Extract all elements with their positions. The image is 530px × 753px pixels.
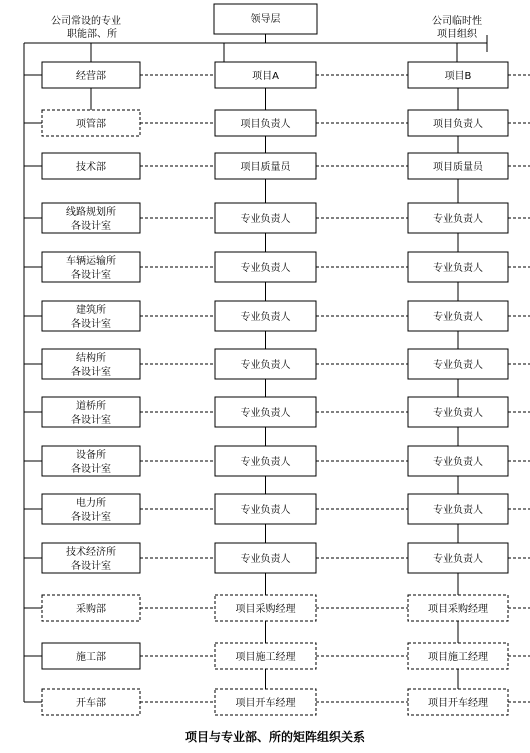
left-dept-label-6: 结构所 — [76, 353, 106, 364]
project-a-label-0: 项目A — [252, 71, 279, 82]
left-dept-sublabel-7: 各设计室 — [71, 415, 111, 426]
project-a-label-5: 专业负责人 — [240, 312, 291, 323]
left-dept-sublabel-3: 各设计室 — [71, 221, 111, 232]
left-dept-label-5: 建筑所 — [76, 305, 106, 316]
left-dept-label-12: 施工部 — [76, 652, 106, 663]
project-a-label-10: 专业负责人 — [240, 554, 291, 565]
project-b-label-12: 项目施工经理 — [428, 652, 488, 663]
left-dept-label-1: 项管部 — [76, 119, 106, 130]
right-header-line2: 项目组织 — [437, 29, 477, 40]
left-dept-label-9: 电力所 — [76, 498, 106, 509]
project-a-label-3: 专业负责人 — [240, 214, 291, 225]
project-b-label-13: 项目开车经理 — [428, 698, 488, 709]
project-b-label-5: 专业负责人 — [433, 312, 483, 323]
left-dept-label-10: 技术经济所 — [66, 547, 116, 558]
project-a-label-7: 专业负责人 — [240, 408, 291, 419]
project-a-label-6: 专业负责人 — [240, 360, 291, 371]
project-b-label-7: 专业负责人 — [433, 408, 483, 419]
project-b-label-1: 项目负责人 — [433, 119, 483, 130]
node-boxes — [42, 62, 508, 715]
project-b-label-4: 专业负责人 — [433, 263, 483, 274]
left-dept-sublabel-8: 各设计室 — [71, 464, 111, 475]
project-a-label-1: 项目负责人 — [240, 119, 291, 130]
project-a-label-2: 项目质量员 — [240, 162, 291, 173]
left-dept-sublabel-6: 各设计室 — [71, 367, 111, 378]
left-dept-label-11: 采购部 — [76, 604, 106, 615]
left-dept-sublabel-5: 各设计室 — [71, 319, 111, 330]
project-b-label-0: 项目B — [444, 71, 472, 82]
left-dept-label-4: 车辆运输所 — [66, 256, 116, 267]
right-header-line1: 公司临时性 — [432, 16, 482, 27]
left-dept-label-7: 道桥所 — [76, 401, 106, 412]
left-dept-label-3: 线路规划所 — [66, 207, 116, 218]
left-dept-label-8: 设备所 — [76, 450, 106, 461]
project-a-label-4: 专业负责人 — [240, 263, 291, 274]
project-a-label-11: 项目采购经理 — [235, 604, 296, 615]
project-b-label-3: 专业负责人 — [433, 214, 483, 225]
left-dept-sublabel-4: 各设计室 — [71, 270, 111, 281]
diagram-caption: 项目与专业部、所的矩阵组织关系 — [184, 730, 366, 744]
left-dept-sublabel-10: 各设计室 — [71, 561, 111, 572]
project-b-label-11: 项目采购经理 — [428, 604, 488, 615]
project-b-label-6: 专业负责人 — [433, 360, 483, 371]
left-dept-label-2: 技术部 — [76, 162, 106, 173]
leadership-box-label: 领导层 — [250, 14, 281, 25]
left-dept-sublabel-9: 各设计室 — [71, 512, 111, 523]
project-b-label-9: 专业负责人 — [433, 505, 483, 516]
project-a-label-13: 项目开车经理 — [235, 698, 296, 709]
left-dept-label-13: 开车部 — [76, 698, 106, 709]
project-b-label-2: 项目质量员 — [433, 162, 483, 173]
project-a-label-12: 项目施工经理 — [235, 652, 296, 663]
left-dept-label-0: 经营部 — [76, 71, 106, 82]
left-header-line1: 公司常设的专业 — [51, 16, 121, 27]
project-b-label-8: 专业负责人 — [433, 457, 483, 468]
project-b-label-10: 专业负责人 — [433, 554, 483, 565]
project-a-label-8: 专业负责人 — [240, 457, 291, 468]
project-a-label-9: 专业负责人 — [240, 505, 291, 516]
left-header-line2: 职能部、所 — [67, 29, 117, 40]
